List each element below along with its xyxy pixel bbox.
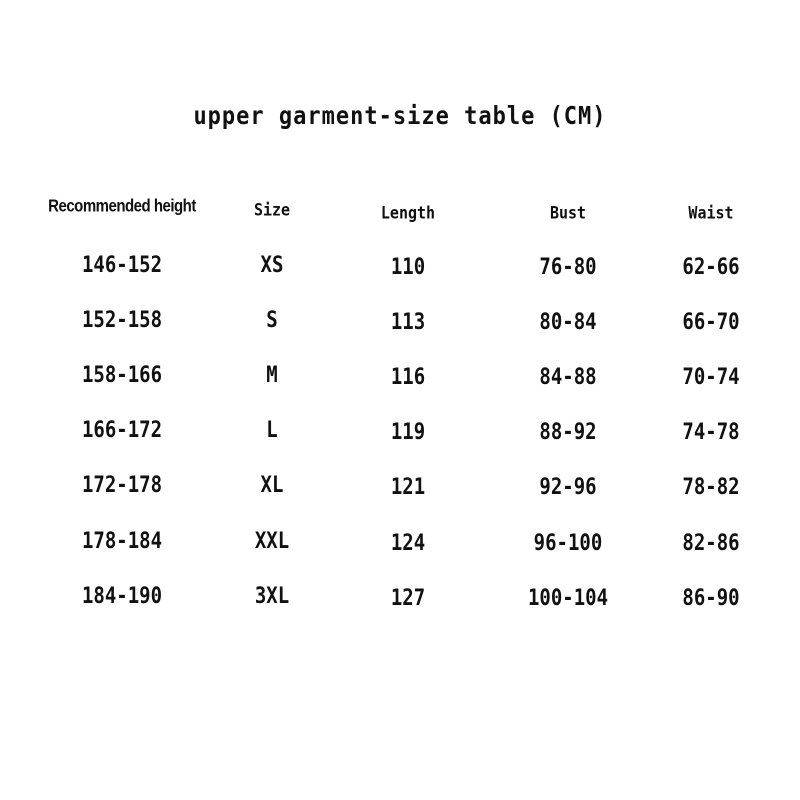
cell-size: XL [260,472,284,498]
cell-size: XXL [254,528,290,554]
table-row [0,254,800,284]
table-title: upper garment-size table (CM) [193,102,607,131]
header-bust: Bust [549,202,587,224]
table-header-row [0,198,800,228]
cell-waist: 66-70 [682,309,740,335]
cell-bust: 92-96 [539,474,597,500]
cell-size: XS [260,252,284,278]
cell-bust: 76-80 [539,254,597,280]
cell-size: 3XL [254,583,290,609]
cell-height: 146-152 [81,252,163,278]
cell-waist: 78-82 [682,474,740,500]
header-size: Size [253,199,291,221]
cell-length: 127 [390,585,426,611]
table-row [0,585,800,615]
header-recommended-height: Recommended height [48,196,196,217]
cell-length: 119 [390,419,426,445]
cell-length: 124 [390,530,426,556]
table-row [0,530,800,560]
cell-bust: 80-84 [539,309,597,335]
cell-bust: 84-88 [539,364,597,390]
cell-bust: 96-100 [533,530,603,556]
table-row [0,419,800,449]
cell-length: 116 [390,364,426,390]
table-row [0,309,800,339]
cell-length: 113 [390,309,426,335]
cell-bust: 88-92 [539,419,597,445]
header-waist: Waist [688,202,734,224]
table-row [0,474,800,504]
cell-size: L [266,417,278,443]
cell-waist: 86-90 [682,585,740,611]
cell-waist: 82-86 [682,530,740,556]
cell-height: 184-190 [81,583,163,609]
table-row [0,364,800,394]
header-length: Length [380,202,436,224]
cell-bust: 100-104 [527,585,609,611]
cell-length: 110 [390,254,426,280]
cell-size: M [266,362,278,388]
cell-height: 172-178 [81,472,163,498]
cell-waist: 70-74 [682,364,740,390]
cell-length: 121 [390,474,426,500]
cell-waist: 62-66 [682,254,740,280]
cell-waist: 74-78 [682,419,740,445]
cell-size: S [266,307,278,333]
cell-height: 158-166 [81,362,163,388]
cell-height: 152-158 [81,307,163,333]
cell-height: 166-172 [81,417,163,443]
cell-height: 178-184 [81,528,163,554]
